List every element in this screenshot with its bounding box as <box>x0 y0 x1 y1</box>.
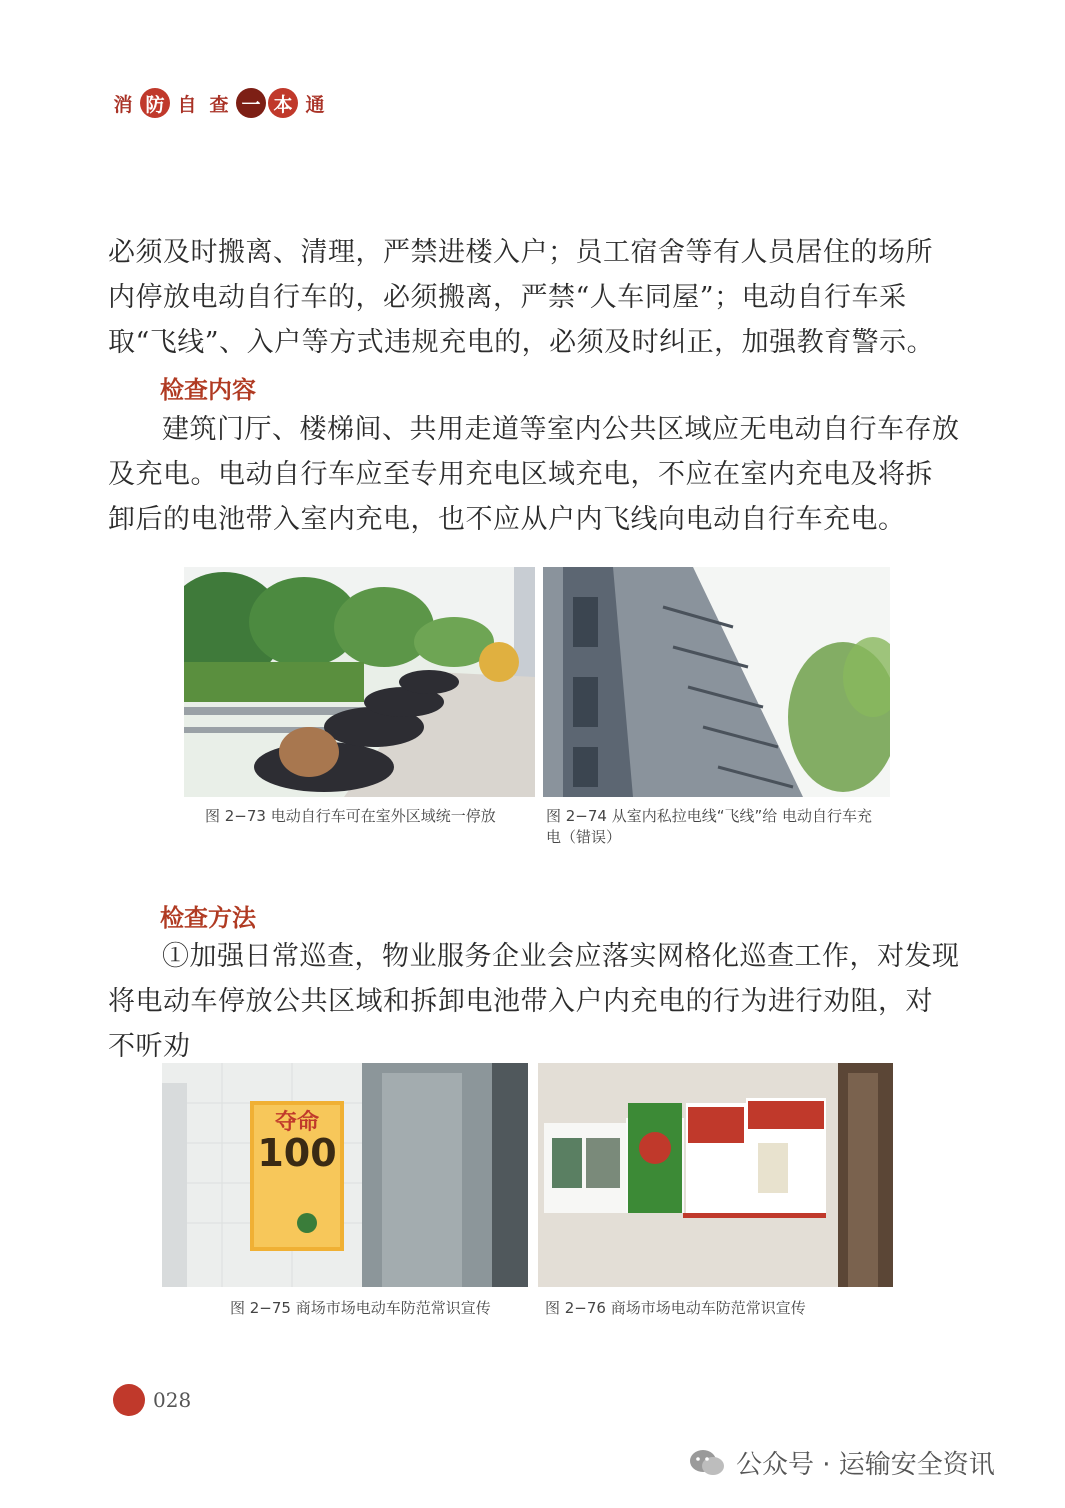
title-char: 自 <box>177 93 197 116</box>
figure-2-76-caption: 图 2−76 商场市场电动车防范常识宣传 <box>545 1299 806 1317</box>
page-number: 028 <box>153 1388 192 1412</box>
poster-number: 100 <box>257 1131 337 1175</box>
figure-2-74-photo <box>543 567 890 797</box>
wechat-icon <box>688 1448 726 1478</box>
watermark <box>688 1444 995 1481</box>
section-heading-check-method: 检查方法 <box>160 904 256 932</box>
figure-2-73-photo <box>184 567 535 797</box>
title-char: 消 <box>113 93 133 116</box>
poster-title: 夺命 <box>274 1110 319 1135</box>
title-char: 一 <box>236 88 266 118</box>
title-char: 查 <box>209 93 229 116</box>
figure-2-76-photo <box>538 1063 893 1287</box>
check-method-body: ①加强日常巡查，物业服务企业会应落实网格化巡查工作，对发现将电动车停放公共区域和拆卸电池带入户内充电的行为进行劝阻，对不听劝 <box>108 941 960 1062</box>
book-title <box>108 88 330 118</box>
figure-2-73-caption: 图 2−73 电动自行车可在室外区域统一停放 <box>205 807 496 825</box>
figure-2-74-caption: 图 2−74 从室内私拉电线“飞线”给 电动自行车充电（错误） <box>546 807 873 846</box>
figure-2-75-caption: 图 2−75 商场市场电动车防范常识宣传 <box>230 1299 491 1317</box>
watermark-text: 公众号 · 运输安全资讯 <box>736 1450 995 1480</box>
title-char: 防 <box>140 88 170 118</box>
title-char: 通 <box>305 93 325 116</box>
check-content-body: 建筑门厅、楼梯间、共用走道等室内公共区域应无电动自行车存放及充电。电动自行车应至专用充电区域充电，不应在室内充电及将拆卸后的电池带入室内充电，也不应从户内飞线向电动自行车充电。 <box>108 414 960 535</box>
title-char: 本 <box>268 88 298 118</box>
intro-paragraph: 必须及时搬离、清理，严禁进楼入户；员工宿舍等有人员居住的场所内停放电动自行车的，必须搬离，严禁“人车同屋”；电动自行车采取“飞线”、入户等方式违规充电的，必须及时纠正，加强教育警示。 <box>108 237 935 358</box>
section-heading-check-content: 检查内容 <box>160 376 256 404</box>
page-number-marker <box>113 1384 145 1416</box>
figure-2-75-photo <box>162 1063 528 1287</box>
